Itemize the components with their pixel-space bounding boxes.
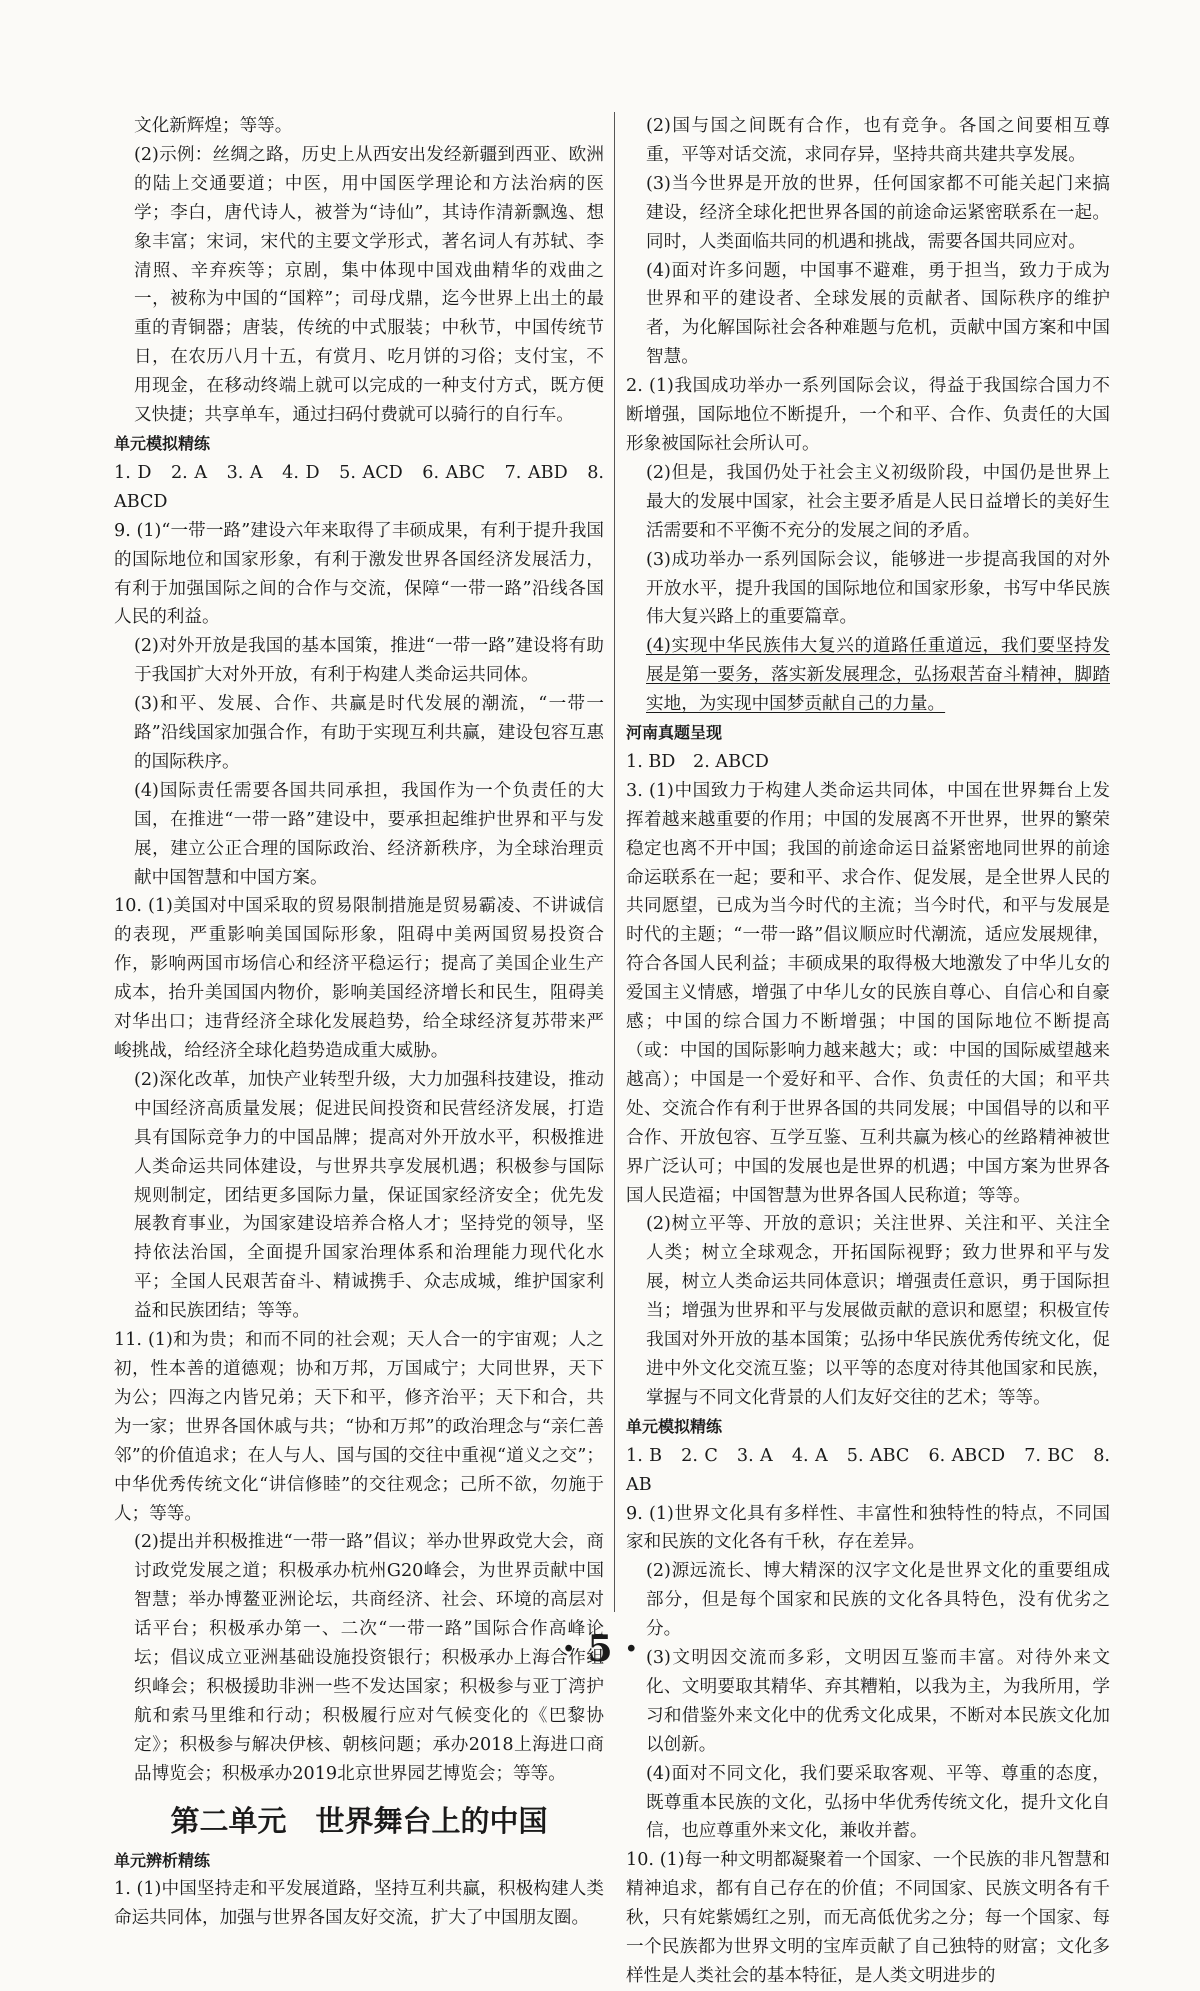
answer-paragraph: (2)树立平等、开放的意识；关注世界、关注和平、关注全人类；树立全球观念，开拓国际视野；致力世界和平与发展，树立人类命运共同体意识；增强责任意识，勇于国际担当；增强为世界和平与发展做贡献的意识和愿望；积极宣传我国对外开放的基本国策；弘扬中华民族优秀传统文化，促进中外文化交流互鉴；以平等的态度对待其他国家和民族，掌握与不同文化背景的人们友好交往的艺术；等等。	[646, 1214, 1110, 1408]
answer-paragraph: 2. (1)我国成功举办一系列国际会议，得益于我国综合国力不断增强，国际地位不断提升，一个和平、合作、负责任的大国形象被国际社会所认可。	[626, 376, 1110, 454]
answer-paragraph: 3. (1)中国致力于构建人类命运共同体，中国在世界舞台上发挥着越来越重要的作用；中国的发展离不开世界，世界的繁荣稳定也离不开中国；我国的前途命运日益紧密地同世界的前途命运联系在一起；要和平、求合作、促发展，是全世界人民的共同愿望，已成为当今时代的主流；当今时代，和平与发展是时代的主题；“一带一路”倡议顺应时代潮流，适应发展规律，符合各国人民利益；丰硕成果的取得极大地激发了中华儿女的爱国主义情感，增强了中华儿女的民族自尊心、自信心和自豪感；中国的综合国力不断增强；中国的国际地位不断提高（或：中国的国际影响力越来越大；或：中国的国际威望越来越高）；中国是一个爱好和平、合作、负责任的大国；和平共处、交流合作有利于世界各国的共同发展；中国倡导的以和平合作、开放包容、互学互鉴、互利共赢为核心的丝路精神被世界广泛认可；中国的发展也是世界的机遇；中国方案为世界各国人民造福；中国智慧为世界各国人民称道；等等。	[626, 780, 1110, 1206]
answer-paragraph: (3)成功举办一系列国际会议，能够进一步提高我国的对外开放水平，提升我国的国际地位和国家形象，书写中华民族伟大复兴路上的重要篇章。	[646, 549, 1110, 628]
mcq-answers: 1. B 2. C 3. A 4. A 5. ABC 6. ABCD 7. BC 8. AB	[626, 1445, 1110, 1495]
answer-paragraph: (2)对外开放是我国的基本国策，推进“一带一路”建设将有助于我国扩大对外开放，有利于构建人类命运共同体。	[134, 636, 604, 686]
answer-paragraph: (2)但是，我国仍处于社会主义初级阶段，中国仍是世界上最大的发展中国家，社会主要矛盾是人民日益增长的美好生活需要和不平衡不充分的发展之间的矛盾。	[646, 462, 1110, 541]
answer-paragraph: (3)和平、发展、合作、共赢是时代发展的潮流，“一带一路”沿线国家加强合作，有助于实现互利共赢，建设包容互惠的国际秩序。	[134, 694, 604, 772]
answer-paragraph: (2)国与国之间既有合作，也有竞争。各国之间要相互尊重，平等对话交流，求同存异，坚持共商共建共享发展。	[646, 116, 1110, 165]
answer-paragraph: (4)面对不同文化，我们要采取客观、平等、尊重的态度，既尊重本民族的文化，弘扬中华优秀传统文化，提升文化自信，也应尊重外来文化，兼收并蓄。	[646, 1763, 1110, 1842]
section-heading: 河南真题呈现	[626, 723, 723, 743]
answer-paragraph: 9. (1)“一带一路”建设六年来取得了丰硕成果，有利于提升我国的国际地位和国家形象，有利于激发世界各国经济发展活力，有利于加强国际之间的合作与交流，保障“一带一路”沿线各国人民的利益。	[114, 520, 604, 628]
column-divider	[614, 112, 615, 1612]
answer-paragraph: (4)面对许多问题，中国事不避难，勇于担当，致力于成为世界和平的建设者、全球发展的贡献者、国际秩序的维护者，为化解国际社会各种难题与危机，贡献中国方案和中国智慧。	[646, 260, 1110, 368]
mcq-answers: 1. BD 2. ABCD	[626, 751, 769, 772]
answer-paragraph: (2)示例：丝绸之路，历史上从西安出发经新疆到西亚、欧洲的陆上交通要道；中医，用中国医学理论和方法治病的医学；李白，唐代诗人，被誉为“诗仙”，其诗作清新飘逸、想象丰富；宋词，宋代的主要文学形式，著名词人有苏轼、李清照、辛弃疾等；京剧，集中体现中国戏曲精华的戏曲之一，被称为中国的“国粹”；司母戊鼎，迄今世界上出土的最重的青铜器；唐装，传统的中式服装；中秋节，中国传统节日，在农历八月十五，有赏月、吃月饼的习俗；支付宝，不用现金，在移动终端上就可以完成的一种支付方式，既方便又快捷；共享单车，通过扫码付费就可以骑行的自行车。	[134, 144, 604, 426]
unit-title: 第二单元 世界舞台上的中国	[170, 1803, 548, 1838]
section-heading: 单元辨析精练	[114, 1850, 211, 1870]
answer-paragraph: 11. (1)和为贵；和而不同的社会观；天人合一的宇宙观；人之初，性本善的道德观；协和万邦，万国咸宁；大同世界，天下为公；四海之内皆兄弟；天下和平，修齐治平；天下和合，共为一家；世界各国休戚与共；“协和万邦”的政治理念与“亲仁善邻”的价值追求；在人与人、国与国的交往中重视“道义之交”；中华优秀传统文化“讲信修睦”的交往观念；己所不欲，勿施于人；等等。	[114, 1330, 604, 1524]
answer-paragraph: 1. (1)中国坚持走和平发展道路，坚持互利共赢，积极构建人类命运共同体，加强与世界各国友好交流，扩大了中国朋友圈。	[114, 1879, 604, 1929]
answer-paragraph: 10. (1)每一种文明都凝聚着一个国家、一个民族的非凡智慧和精神追求，都有自己存在的价值；不同国家、民族文明各有千秋，只有姹紫嫣红之别，而无高低优劣之分；每一个国家、每一个民族都为世界文明的宝库贡献了自己独特的财富；文化多样性是人类社会的基本特征，是人类文明进步的	[626, 1850, 1110, 1986]
section-heading: 单元模拟精练	[114, 433, 211, 453]
mcq-answers: 1. D 2. A 3. A 4. D 5. ACD 6. ABC 7. ABD 8. ABCD	[114, 462, 604, 512]
answer-paragraph: (3)文明因交流而多彩，文明因互鉴而丰富。对待外来文化、文明要取其精华、弃其糟粕，以我为主，为我所用，学习和借鉴外来文化中的优秀文化成果，不断对本民族文化加以创新。	[646, 1648, 1110, 1755]
answer-paragraph: (2)提出并积极推进“一带一路”倡议；举办世界政党大会，商讨政党发展之道；积极承办杭州G20峰会，为世界贡献中国智慧；举办博鳌亚洲论坛，共商经济、社会、环境的高层对话平台；积极承办第一、二次“一带一路”国际合作高峰论坛；倡议成立亚洲基础设施投资银行；积极承办上海合作组织峰会；积极援助非洲一些不发达国家；积极参与亚丁湾护航和索马里维和行动；积极履行应对气候变化的《巴黎协定》；积极参与解决伊核、朝核问题；承办2018上海进口商品博览会；积极承办2019北京世界园艺博览会；等等。	[134, 1532, 604, 1784]
answer-paragraph: 10. (1)美国对中国采取的贸易限制措施是贸易霸凌、不讲诚信的表现，严重影响美国国际形象，阻碍中美两国贸易投资合作，影响两国市场信心和经济平稳运行；提高了美国企业生产成本，抬升美国国内物价，影响美国经济增长和民生，阻碍美对华出口；违背经济全球化发展趋势，给全球经济复苏带来严峻挑战，给经济全球化趋势造成重大威胁。	[114, 896, 604, 1061]
answer-paragraph: (3)当今世界是开放的世界，任何国家都不可能关起门来搞建设，经济全球化把世界各国的前途命运紧密联系在一起。同时，人类面临共同的机遇和挑战，需要各国共同应对。	[646, 173, 1110, 252]
page-number: · 5 ·	[562, 1628, 638, 1670]
right-column	[626, 112, 1110, 1991]
answer-paragraph: (4)实现中华民族伟大复兴的道路任重道远，我们要坚持发展是第一要务，落实新发展理念，弘扬艰苦奋斗精神，脚踏实地，为实现中国梦贡献自己的力量。	[646, 636, 1110, 715]
section-heading: 单元模拟精练	[626, 1416, 723, 1436]
answer-paragraph: 文化新辉煌；等等。	[134, 116, 293, 136]
answer-paragraph: (2)源远流长、博大精深的汉字文化是世界文化的重要组成部分，但是每个国家和民族的文化各具特色，没有优劣之分。	[646, 1561, 1110, 1640]
answer-paragraph: (4)国际责任需要各国共同承担，我国作为一个负责任的大国，在推进“一带一路”建设中，要承担起维护世界和平与发展，建立公正合理的国际政治、经济新秩序，为全球治理贡献中国智慧和中国方案。	[134, 780, 604, 888]
answer-paragraph: (2)深化改革，加快产业转型升级，大力加强科技建设，推动中国经济高质量发展；促进民间投资和民营经济发展，打造具有国际竞争力的中国品牌；提高对外开放水平，积极推进人类命运共同体建设，与世界共享发展机遇；积极参与国际规则制定，团结更多国际力量，保证国家经济安全；优先发展教育事业，为国家建设培养合格人才；坚持党的领导，坚持依法治国，全面提升国家治理体系和治理能力现代化水平；全国人民艰苦奋斗、精诚携手、众志成城，维护国家利益和民族团结；等等。	[134, 1069, 604, 1322]
answer-paragraph: 9. (1)世界文化具有多样性、丰富性和独特性的特点，不同国家和民族的文化各有千秋，存在差异。	[626, 1503, 1110, 1553]
